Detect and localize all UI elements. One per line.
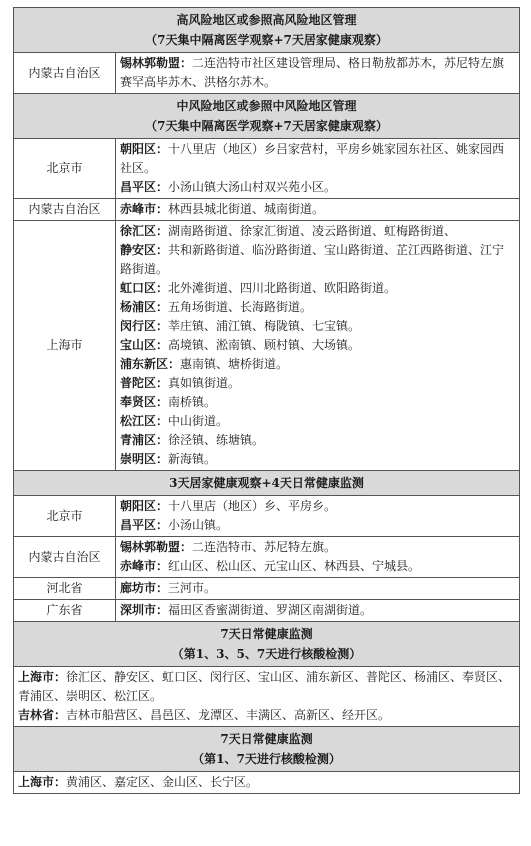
city-label: 锡林郭勒盟：: [120, 540, 193, 554]
list-item: [120, 497, 515, 516]
detail-cell: [116, 53, 520, 94]
city-label: 赤峰市：: [120, 559, 169, 573]
region-cell: 内蒙古自治区: [14, 53, 116, 94]
province-label: 上海市：: [18, 670, 67, 684]
area-text: 三河市。: [168, 581, 217, 595]
section-header-home-observation: [14, 471, 520, 496]
section-title: [14, 471, 520, 496]
city-label: 静安区：: [120, 243, 169, 257]
area-text: 林西县城北街道、城南街道。: [168, 202, 325, 216]
section-title-line2: （第1、7天进行核酸检测）: [192, 752, 341, 766]
city-label: 朝阳区：: [120, 499, 169, 513]
list-item: [18, 668, 515, 706]
list-item: [120, 581, 216, 595]
city-label: 崇明区：: [120, 452, 169, 466]
city-label: 杨浦区：: [120, 300, 169, 314]
city-label: 廊坊市：: [120, 581, 169, 595]
area-text: 吉林市船营区、昌邑区、龙潭区、丰满区、高新区、经开区。: [66, 708, 391, 722]
list-item: [18, 775, 258, 789]
table-row: [14, 772, 520, 794]
area-text: 南桥镇。: [168, 395, 217, 409]
list-item: [120, 538, 515, 557]
list-item: [120, 557, 515, 576]
city-label: 奉贤区：: [120, 395, 169, 409]
list-item: [120, 222, 515, 241]
section-title-line1: 中风险地区或参照中风险地区管理: [176, 99, 357, 113]
area-text: 莘庄镇、浦江镇、梅陇镇、七宝镇。: [168, 319, 361, 333]
area-text: 徐泾镇、练塘镇。: [168, 433, 265, 447]
region-cell: 北京市: [14, 496, 116, 537]
area-text: 北外滩街道、四川北路街道、欧阳路街道。: [168, 281, 397, 295]
detail-cell: [116, 221, 520, 471]
region-cell: 内蒙古自治区: [14, 537, 116, 578]
table-row: [14, 199, 520, 221]
area-text: 新海镇。: [168, 452, 217, 466]
section-title-line2: （7天集中隔离医学观察+7天居家健康观察）: [145, 33, 388, 47]
table-row: [14, 578, 520, 600]
section-title: [14, 622, 520, 667]
list-item: [120, 603, 372, 617]
section-title-line1: 7天日常健康监测: [220, 627, 313, 641]
city-label: 朝阳区：: [120, 142, 169, 156]
area-text: 黄浦区、嘉定区、金山区、长宁区。: [66, 775, 259, 789]
list-item: [120, 178, 515, 197]
list-item: [120, 431, 515, 450]
section-title-line1: 高风险地区或参照高风险地区管理: [176, 13, 357, 27]
section-header-medium-risk: [14, 94, 520, 139]
area-text: 十八里店（地区）乡吕家营村，平房乡姚家园东社区、姚家园西社区。: [120, 142, 505, 175]
area-text: 十八里店（地区）乡、平房乡。: [168, 499, 337, 513]
detail-cell: [116, 578, 520, 600]
city-label: 青浦区：: [120, 433, 169, 447]
risk-area-table: [13, 7, 520, 794]
area-text: 红山区、松山区、元宝山区、林西县、宁城县。: [168, 559, 421, 573]
table-row: [14, 496, 520, 537]
section-title-line1: 3天居家健康观察+4天日常健康监测: [169, 476, 364, 490]
detail-cell: [116, 199, 520, 221]
city-label: 锡林郭勒盟：: [120, 56, 193, 70]
city-label: 宝山区：: [120, 338, 169, 352]
table-row: [14, 600, 520, 622]
list-item: [120, 298, 515, 317]
city-label: 昌平区：: [120, 180, 169, 194]
table-row: [14, 53, 520, 94]
section-title-line2: （第1、3、5、7天进行核酸检测）: [171, 647, 362, 661]
city-label: 徐汇区：: [120, 224, 169, 238]
area-text: 中山街道。: [168, 414, 229, 428]
detail-cell: [116, 496, 520, 537]
section-header-daily-monitoring-17: [14, 727, 520, 772]
table-row: [14, 667, 520, 727]
list-item: [120, 241, 515, 279]
area-text: 惠南镇、塘桥街道。: [180, 357, 289, 371]
province-label: 吉林省：: [18, 708, 67, 722]
list-item: [120, 202, 324, 216]
list-item: [120, 355, 515, 374]
list-item: [120, 140, 515, 178]
list-item: [120, 393, 515, 412]
table-row: [14, 537, 520, 578]
table-row: [14, 139, 520, 199]
city-label: 松江区：: [120, 414, 169, 428]
section-header-high-risk: [14, 8, 520, 53]
list-item: [120, 450, 515, 469]
section-title: [14, 727, 520, 772]
area-text: 湖南路街道、徐家汇街道、凌云路街道、虹梅路街道、: [168, 224, 457, 238]
area-text: 二连浩特市、苏尼特左旗。: [192, 540, 337, 554]
risk-area-document: [13, 7, 520, 794]
region-cell: 上海市: [14, 221, 116, 471]
area-text: 小汤山镇大汤山村双兴苑小区。: [168, 180, 337, 194]
full-width-cell: [14, 667, 520, 727]
area-text: 共和新路街道、临汾路街道、宝山路街道、芷江西路街道、江宁路街道。: [120, 243, 505, 276]
list-item: [120, 279, 515, 298]
city-label: 虹口区：: [120, 281, 169, 295]
region-cell: 广东省: [14, 600, 116, 622]
section-title-line2: （7天集中隔离医学观察+7天居家健康观察）: [145, 119, 388, 133]
city-label: 深圳市：: [120, 603, 169, 617]
detail-cell: [116, 537, 520, 578]
section-title: [14, 94, 520, 139]
section-title-line1: 7天日常健康监测: [220, 732, 313, 746]
area-text: 五角场街道、长海路街道。: [168, 300, 313, 314]
area-text: 二连浩特市社区建设管理局、格日勒敖都苏木，苏尼特左旗赛罕高毕苏木、洪格尔苏木。: [120, 56, 505, 89]
area-text: 小汤山镇。: [168, 518, 229, 532]
list-item: [120, 412, 515, 431]
list-item: [120, 374, 515, 393]
city-label: 普陀区：: [120, 376, 169, 390]
list-item: [120, 317, 515, 336]
region-cell: 北京市: [14, 139, 116, 199]
table-row: [14, 221, 520, 471]
area-text: 福田区香蜜湖街道、罗湖区南湖街道。: [168, 603, 373, 617]
region-cell: 河北省: [14, 578, 116, 600]
city-label: 昌平区：: [120, 518, 169, 532]
detail-cell: [116, 139, 520, 199]
list-item: [120, 516, 515, 535]
city-label: 闵行区：: [120, 319, 169, 333]
list-item: [18, 706, 515, 725]
section-header-daily-monitoring-1357: [14, 622, 520, 667]
area-text: 高境镇、淞南镇、顾村镇、大场镇。: [168, 338, 361, 352]
region-cell: 内蒙古自治区: [14, 199, 116, 221]
list-item: [120, 56, 504, 89]
city-label: 浦东新区：: [120, 357, 181, 371]
full-width-cell: [14, 772, 520, 794]
province-label: 上海市：: [18, 775, 67, 789]
list-item: [120, 336, 515, 355]
detail-cell: [116, 600, 520, 622]
area-text: 徐汇区、静安区、虹口区、闵行区、宝山区、浦东新区、普陀区、杨浦区、奉贤区、青浦区、崇明区、松江区。: [18, 670, 511, 703]
section-title: [14, 8, 520, 53]
area-text: 真如镇街道。: [168, 376, 241, 390]
city-label: 赤峰市：: [120, 202, 169, 216]
